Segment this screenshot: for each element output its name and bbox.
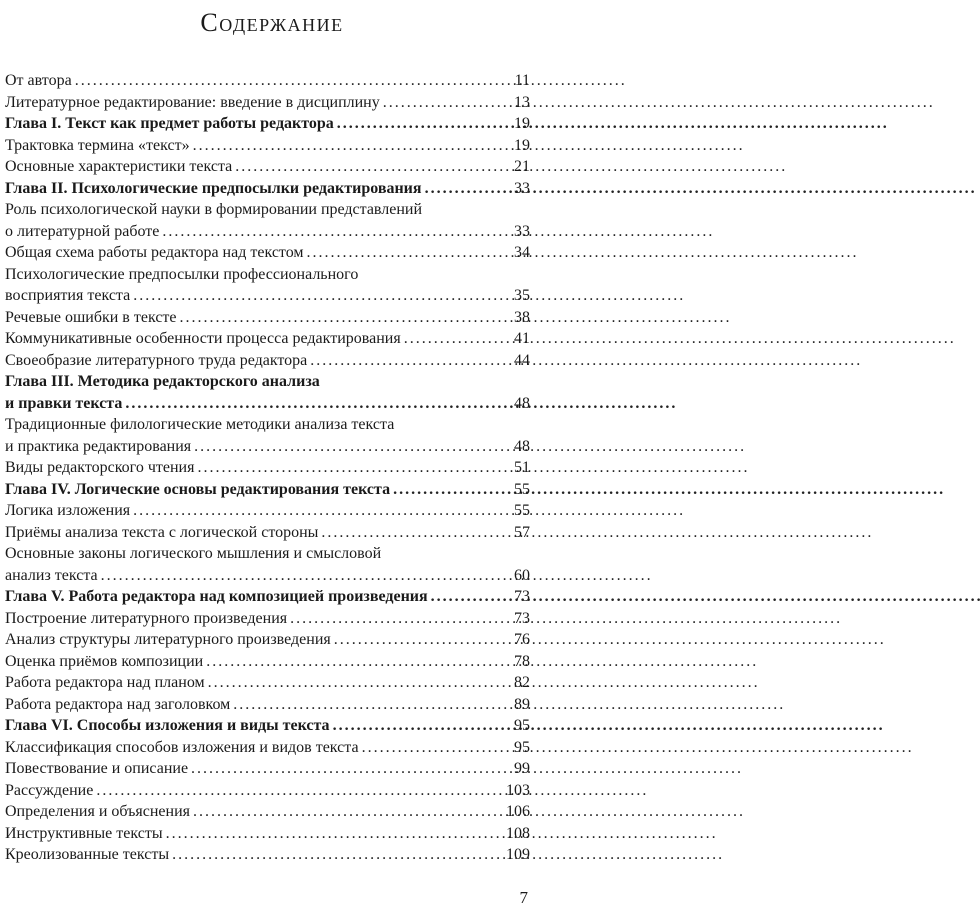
toc-entry-page: 95: [514, 717, 530, 734]
toc-entry: [5, 737, 530, 759]
toc-chapter-entry: [5, 586, 530, 608]
toc-entry-page: 106: [506, 803, 530, 820]
toc-entry: [5, 135, 530, 157]
dot-leader: [180, 307, 511, 329]
toc-entry: [5, 414, 530, 457]
toc-entry-page: 13: [514, 93, 530, 111]
page-number: 7: [519, 888, 528, 907]
toc-entry-page: 11: [514, 72, 530, 89]
toc-entry-page: 99: [514, 760, 530, 777]
toc-entry: [5, 651, 530, 673]
toc-entry: [5, 823, 530, 845]
dot-leader: [321, 522, 511, 544]
toc-entry-title: Работа редактора над планом: [5, 674, 205, 691]
toc-entry: [5, 844, 530, 866]
toc-entry: [5, 199, 530, 242]
toc-entry-title: Анализ структуры литературного произведения: [5, 631, 331, 648]
dot-leader: [337, 113, 511, 135]
dot-leader: [290, 608, 511, 630]
dot-leader: [393, 479, 511, 501]
toc-entry-page: 82: [514, 674, 530, 691]
dot-leader: [233, 694, 511, 716]
dot-leader: [310, 350, 511, 372]
toc-entry-title: От автора: [5, 72, 72, 89]
toc-entry-page: 60: [514, 566, 530, 584]
toc-entry-page: 33: [514, 179, 530, 197]
toc-chapter-entry: [5, 178, 530, 200]
toc-entry-page: 73: [514, 609, 530, 627]
toc-entry: [5, 801, 530, 823]
toc-chapter-entry: [5, 479, 530, 501]
toc-entry: [5, 543, 530, 586]
toc-entry-title: и правки текста: [5, 394, 123, 412]
toc-entry-title: Построение литературного произведения: [5, 609, 288, 627]
toc-entry-title: Коммуникативные особенности процесса редактирования: [5, 330, 401, 347]
toc-entry-title: Глава VI. Способы изложения и виды текста: [5, 717, 330, 734]
dot-leader: [193, 135, 511, 157]
toc-entry-title: Определения и объяснения: [5, 803, 191, 820]
dot-leader: [425, 178, 511, 200]
toc-entry-title: Своеобразие литературного труда редактора: [5, 351, 308, 369]
toc-entry-page: 48: [514, 437, 530, 455]
toc-entry-page: 73: [514, 588, 530, 605]
toc-entry-title: Общая схема работы редактора над текстом: [5, 244, 304, 261]
toc-entry: [5, 350, 530, 372]
toc-entry: [5, 780, 530, 802]
dot-leader: [193, 801, 503, 823]
dot-leader: [197, 457, 511, 479]
toc-entry: [5, 457, 530, 479]
dot-leader: [101, 565, 511, 587]
toc-entry-page: 48: [514, 394, 530, 412]
toc-chapter-entry: [5, 113, 530, 135]
dot-leader: [235, 156, 511, 178]
toc-entry: [5, 500, 530, 522]
toc-entry-title: и практика редактирования: [5, 437, 192, 455]
toc-entry-title: Глава II. Психологические предпосылки редактирования: [5, 179, 422, 197]
toc-entry-page: 38: [514, 308, 530, 326]
toc-entry-page: 35: [514, 287, 530, 304]
toc-entry-title: Креолизованные тексты: [5, 846, 170, 863]
toc-entry: [5, 522, 530, 544]
toc-entry: [5, 758, 530, 780]
toc-entry-title: Виды редакторского чтения: [5, 459, 195, 476]
toc-entry-title-line: Психологические предпосылки профессионального: [5, 265, 359, 283]
toc-entry-page: 33: [514, 222, 530, 240]
toc-entry-title: Литературное редактирование: введение в дисциплину: [5, 93, 380, 111]
toc-entry-page: 55: [514, 480, 530, 498]
table-of-contents: [5, 70, 530, 866]
dot-leader: [307, 242, 511, 264]
toc-entry-title: Повествование и описание: [5, 760, 189, 777]
toc-entry-title: Классификация способов изложения и видов текста: [5, 738, 359, 756]
toc-entry-title-line: Традиционные филологические методики анализа текста: [5, 416, 395, 433]
toc-entry-page: 89: [514, 695, 530, 713]
toc-entry-title: Логика изложения: [5, 502, 131, 519]
dot-leader: [96, 780, 503, 802]
dot-leader: [133, 285, 511, 307]
toc-entry: [5, 264, 530, 307]
dot-leader: [206, 651, 511, 673]
dot-leader: [194, 436, 511, 458]
toc-entry: [5, 242, 530, 264]
toc-entry-page: 57: [514, 523, 530, 541]
dot-leader: [191, 758, 511, 780]
toc-entry-page: 76: [514, 631, 530, 648]
toc-entry-page: 103: [506, 781, 530, 799]
toc-entry-page: 21: [514, 158, 530, 175]
toc-entry-title: Речевые ошибки в тексте: [5, 308, 177, 326]
toc-entry-page: 19: [514, 115, 530, 132]
toc-entry-page: 41: [514, 330, 530, 347]
dot-leader: [208, 672, 511, 694]
toc-entry-title: Глава V. Работа редактора над композицией произведения: [5, 588, 428, 605]
dot-leader: [334, 629, 511, 651]
dot-leader: [383, 92, 511, 114]
toc-chapter-entry: [5, 715, 530, 737]
toc-entry-title: Основные характеристики текста: [5, 158, 233, 175]
toc-entry: [5, 694, 530, 716]
toc-entry-page: 95: [514, 738, 530, 756]
toc-entry-title: Глава I. Текст как предмет работы редактора: [5, 115, 334, 132]
toc-entry-page: 34: [514, 244, 530, 261]
toc-entry-title-line: Основные законы логического мышления и смысловой: [5, 545, 382, 562]
toc-entry-page: 78: [514, 652, 530, 670]
page-title: Содержание: [200, 8, 344, 37]
dot-leader: [333, 715, 511, 737]
toc-entry: [5, 328, 530, 350]
toc-entry-page: 19: [514, 136, 530, 154]
toc-entry-title-line: Роль психологической науки в формировании представлений: [5, 201, 423, 218]
toc-entry-page: 108: [506, 824, 530, 842]
dot-leader: [431, 586, 511, 608]
toc-entry: [5, 608, 530, 630]
toc-chapter-entry: [5, 371, 530, 414]
toc-entry: [5, 70, 530, 92]
toc-entry-title: Приёмы анализа текста с логической стороны: [5, 523, 319, 541]
toc-entry-title: восприятия текста: [5, 287, 131, 304]
dot-leader: [404, 328, 511, 350]
toc-entry-title: Глава IV. Логические основы редактирования текста: [5, 480, 391, 498]
toc-entry-title: Оценка приёмов композиции: [5, 652, 204, 670]
toc-entry: [5, 307, 530, 329]
toc-entry-title: Трактовка термина «текст»: [5, 136, 190, 154]
dot-leader: [125, 393, 511, 415]
dot-leader: [162, 221, 511, 243]
toc-entry: [5, 629, 530, 651]
toc-entry-page: 109: [506, 846, 530, 863]
toc-entry-title-line: Глава III. Методика редакторского анализа: [5, 373, 320, 390]
toc-entry-title: о литературной работе: [5, 222, 160, 240]
toc-entry-title: Рассуждение: [5, 781, 94, 799]
toc-entry: [5, 92, 530, 114]
toc-entry-page: 44: [514, 351, 530, 369]
dot-leader: [75, 70, 512, 92]
toc-entry: [5, 156, 530, 178]
toc-entry-page: 51: [514, 459, 530, 476]
dot-leader: [362, 737, 511, 759]
dot-leader: [172, 844, 503, 866]
toc-entry-title: анализ текста: [5, 566, 98, 584]
toc-entry-page: 55: [514, 502, 530, 519]
toc-entry-title: Инструктивные тексты: [5, 824, 163, 842]
dot-leader: [133, 500, 511, 522]
toc-entry-title: Работа редактора над заголовком: [5, 695, 231, 713]
toc-entry: [5, 672, 530, 694]
dot-leader: [166, 823, 503, 845]
